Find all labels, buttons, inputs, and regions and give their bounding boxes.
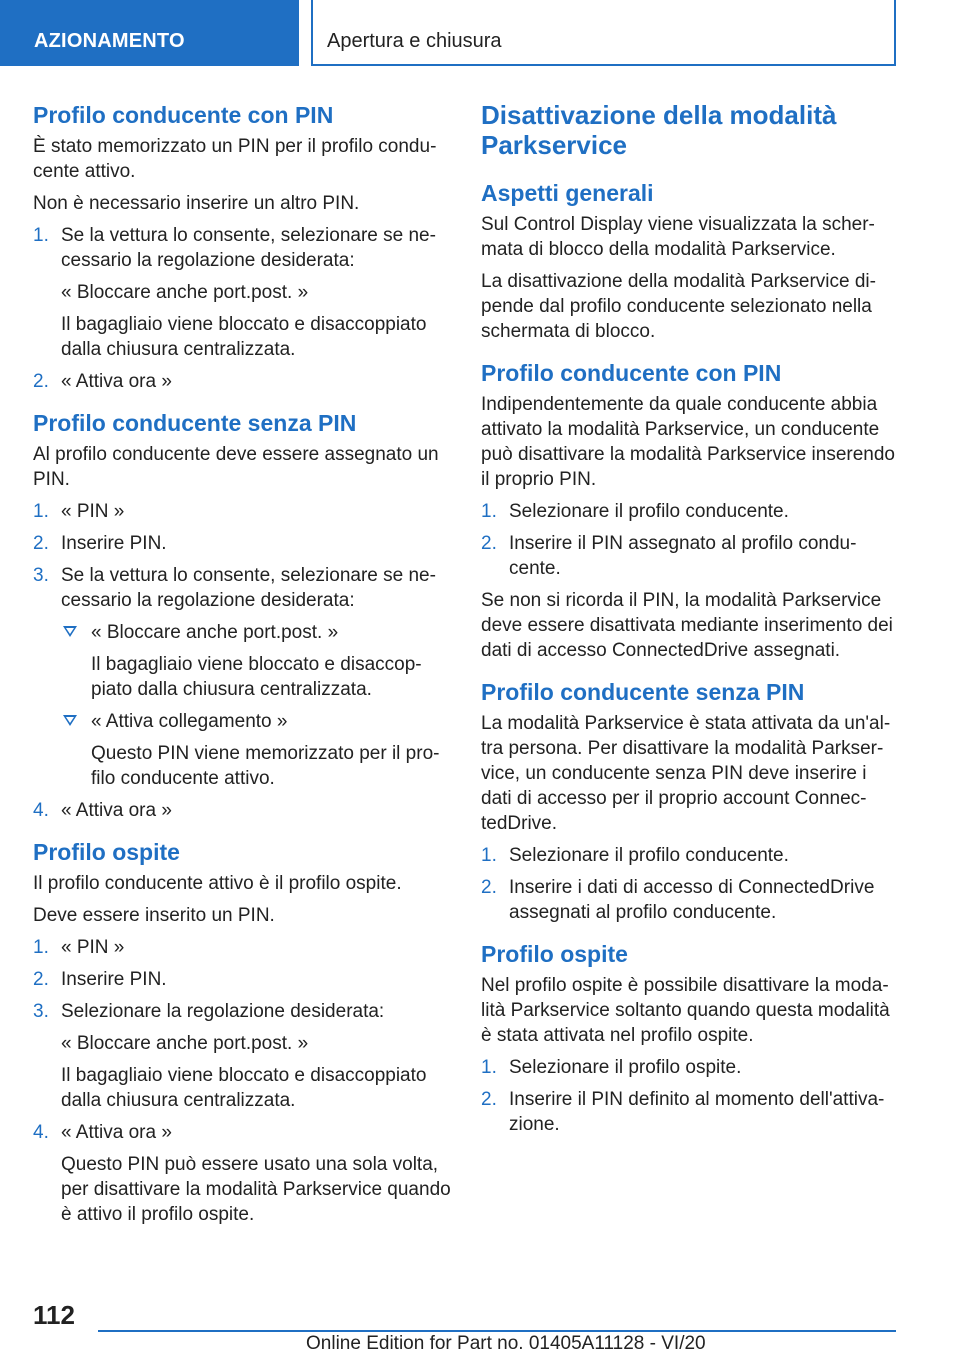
triangle-bullet-icon [63, 715, 77, 726]
step-text: Inserire i dati di accesso di ConnectedDrive assegnati al profilo conducente. [509, 877, 875, 923]
numbered-list [33, 499, 451, 823]
step-text: Selezionare il profilo conducente. [509, 845, 789, 866]
step-number: 1. [481, 1057, 497, 1078]
step-text: « PIN » [61, 937, 125, 958]
list-item [481, 843, 901, 868]
step-number: 1. [481, 501, 497, 522]
section-driver-with-pin [33, 100, 451, 394]
step-text: Inserire il PIN assegnato al profilo condu-cente. [509, 533, 857, 579]
step-text: « Attiva ora » [61, 1122, 172, 1143]
list-item [481, 499, 901, 524]
list-item [481, 1055, 901, 1080]
step-number: 2. [33, 371, 49, 392]
step-number: 2. [481, 1089, 497, 1110]
page-number: 112 [33, 1300, 75, 1330]
section-guest-profile [481, 939, 901, 1137]
list-item [33, 967, 451, 992]
step-description: Il bagagliaio viene bloccato e disaccoppiato dalla chiusura centralizzata. [61, 1065, 427, 1111]
list-item [33, 935, 451, 960]
triangle-bullet-icon [63, 626, 77, 637]
step-number: 3. [33, 1001, 49, 1022]
numbered-list [481, 1055, 901, 1137]
paragraph: Non è necessario inserire un altro PIN. [33, 193, 360, 214]
paragraph: Nel profilo ospite è possibile disattivare la moda-lità Parkservice soltanto quando questa modalità è stata attivata nel profilo ospite. [481, 975, 890, 1046]
bullet-description: Questo PIN viene memorizzato per il pro-filo conducente attivo. [91, 743, 440, 789]
section-heading: Profilo ospite [33, 839, 180, 865]
list-item [33, 369, 451, 394]
chapter-box [311, 0, 896, 66]
bullet-option: « Bloccare anche port.post. » [91, 622, 339, 643]
step-text: Selezionare la regolazione desiderata: [61, 1001, 385, 1022]
list-item [33, 499, 451, 524]
paragraph: Sul Control Display viene visualizzata la scher-mata di blocco della modalità Parkservice. [481, 214, 875, 260]
step-number: 1. [33, 937, 49, 958]
list-item [33, 798, 451, 823]
section-heading: Aspetti generali [481, 180, 654, 206]
list-item [33, 223, 451, 362]
chapter-heading: Disattivazione della modalità Parkservice [481, 100, 837, 160]
step-number: 1. [33, 501, 49, 522]
step-text: « Attiva ora » [61, 800, 172, 821]
section-tab [0, 0, 299, 66]
paragraph: È stato memorizzato un PIN per il profilo condu-cente attivo. [33, 136, 437, 182]
chapter-title: Apertura e chiusura [327, 30, 502, 52]
list-item [33, 1120, 451, 1227]
section-heading: Profilo conducente con PIN [481, 360, 782, 386]
bullet-item [61, 620, 451, 702]
paragraph: Deve essere inserito un PIN. [33, 905, 275, 926]
step-number: 4. [33, 800, 49, 821]
section-heading: Profilo ospite [481, 941, 628, 967]
step-number: 2. [33, 533, 49, 554]
step-number: 2. [33, 969, 49, 990]
step-text: Se la vettura lo consente, selezionare se ne-cessario la regolazione desiderata: [61, 225, 436, 271]
numbered-list [33, 223, 451, 394]
section-label: AZIONAMENTO [34, 30, 185, 52]
step-number: 2. [481, 533, 497, 554]
list-item [481, 531, 901, 581]
list-item [33, 999, 451, 1113]
section-driver-without-pin [33, 408, 451, 823]
section-heading: Profilo conducente con PIN [33, 102, 334, 128]
step-text: Selezionare il profilo conducente. [509, 501, 789, 522]
paragraph: Se non si ricorda il PIN, la modalità Parkservice deve essere disattivata mediante inserimento dei dati di accesso ConnectedDrive assegnati. [481, 590, 893, 661]
paragraph: Indipendentemente da quale conducente abbia attivato la modalità Parkservice, un conducente può disattivare la modalità Parkservice inserendo il proprio PIN. [481, 394, 895, 490]
bullet-item [61, 709, 451, 791]
step-text: Inserire PIN. [61, 969, 167, 990]
list-item [33, 531, 451, 556]
step-description: Il bagagliaio viene bloccato e disaccoppiato dalla chiusura centralizzata. [61, 314, 427, 360]
section-driver-without-pin [481, 677, 901, 925]
bullet-option: « Attiva collegamento » [91, 711, 288, 732]
step-number: 2. [481, 877, 497, 898]
step-number: 4. [33, 1122, 49, 1143]
step-number: 3. [33, 565, 49, 586]
step-text: Selezionare il profilo ospite. [509, 1057, 742, 1078]
step-text: Se la vettura lo consente, selezionare se ne-cessario la regolazione desiderata: [61, 565, 436, 611]
section-driver-with-pin [481, 358, 901, 663]
bullet-description: Il bagagliaio viene bloccato e disaccop-piato dalla chiusura centralizzata. [91, 654, 422, 700]
step-description: Questo PIN può essere usato una sola volta, per disattivare la modalità Parkservice quando è attivo il profilo ospite. [61, 1154, 451, 1225]
paragraph: Il profilo conducente attivo è il profilo ospite. [33, 873, 402, 894]
section-heading: Profilo conducente senza PIN [33, 410, 357, 436]
section-guest-profile [33, 837, 451, 1227]
step-option: « Bloccare anche port.post. » [61, 282, 309, 303]
section-general [481, 178, 901, 344]
paragraph: La modalità Parkservice è stata attivata da un'al-tra persona. Per disattivare la modalità Parkser-vice, un conducente senza PIN deve inserire i dati di accesso per il proprio account Connec-tedDrive. [481, 713, 891, 834]
list-item [33, 563, 451, 791]
paragraph: La disattivazione della modalità Parkservice di-pende dal profilo conducente selezionato nella schermata di blocco. [481, 271, 876, 342]
list-item [481, 875, 901, 925]
step-text: « Attiva ora » [61, 371, 172, 392]
footer-divider [98, 1330, 896, 1332]
step-number: 1. [33, 225, 49, 246]
step-number: 1. [481, 845, 497, 866]
step-text: Inserire PIN. [61, 533, 167, 554]
step-text: « PIN » [61, 501, 125, 522]
numbered-list [481, 499, 901, 581]
page-header [0, 0, 960, 66]
list-item [481, 1087, 901, 1137]
right-column [481, 100, 901, 1151]
step-option: « Bloccare anche port.post. » [61, 1033, 309, 1054]
numbered-list [33, 935, 451, 1227]
footer-edition: Online Edition for Part no. 01405A11128 - VI/20 [306, 1333, 706, 1354]
paragraph: Al profilo conducente deve essere assegnato un PIN. [33, 444, 439, 490]
step-text: Inserire il PIN definito al momento dell'attiva-zione. [509, 1089, 885, 1135]
left-column [33, 100, 451, 1241]
numbered-list [481, 843, 901, 925]
section-heading: Profilo conducente senza PIN [481, 679, 805, 705]
